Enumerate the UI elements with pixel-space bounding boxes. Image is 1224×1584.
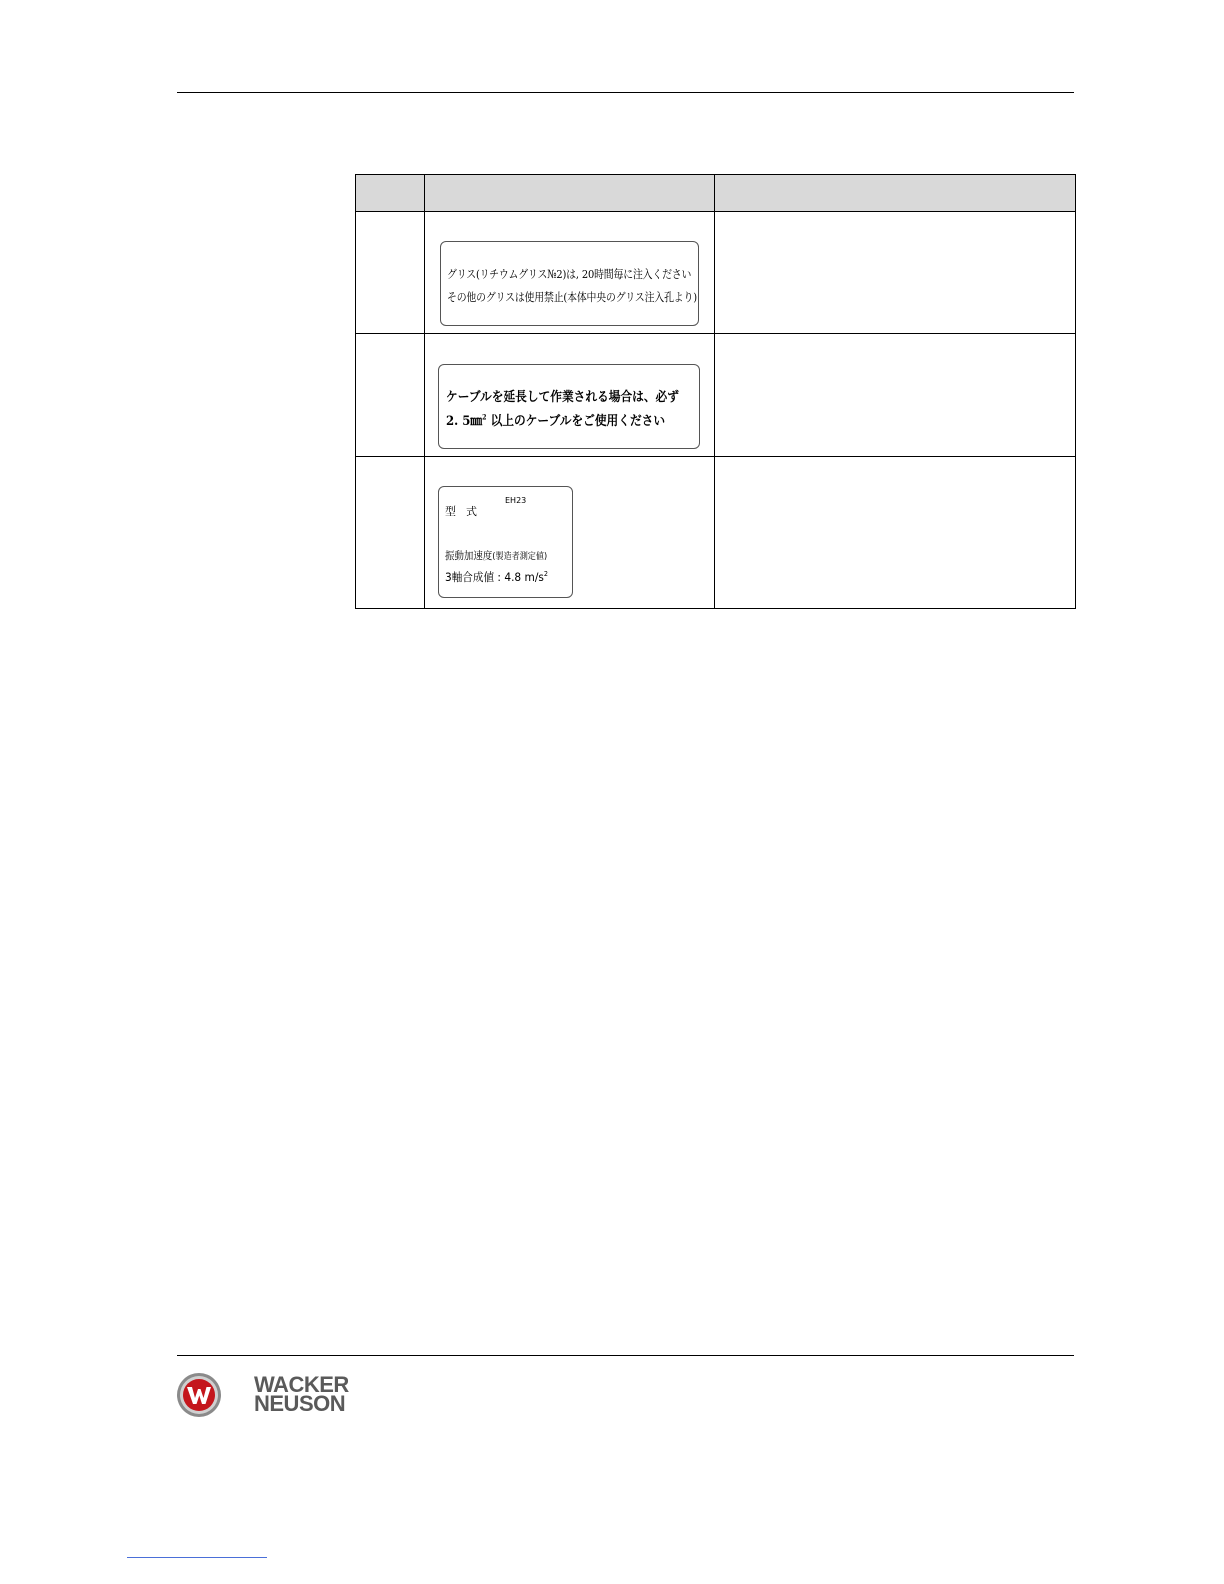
- table-header-row: [356, 175, 1076, 212]
- acceleration-label: 振動加速度(製造者測定値): [445, 550, 548, 562]
- grease-decal-line-1: グリス(リチウムグリス№2)は, 20時間毎に注入ください: [447, 267, 692, 281]
- label-cell: [425, 212, 715, 334]
- row-description: [715, 334, 1076, 457]
- wacker-neuson-logo: [176, 1372, 376, 1422]
- wacker-neuson-emblem-icon: [176, 1372, 222, 1418]
- header-rule: [177, 92, 1074, 93]
- label-cell: [425, 457, 715, 609]
- cable-size: 2. 5㎜: [446, 414, 483, 429]
- cable-size-exponent: 2: [482, 412, 487, 422]
- cable-decal-line-2: [446, 410, 665, 429]
- header-description: [715, 175, 1076, 212]
- logo-wordmark-line-2: NEUSON: [254, 1391, 346, 1416]
- cable-decal-line-2-text: 以上のケーブルをご使用ください: [486, 414, 666, 429]
- value-exponent: 2: [543, 570, 549, 579]
- model-number: EH23: [505, 496, 527, 505]
- label-table: [355, 174, 1076, 609]
- row-number: [356, 334, 425, 457]
- table-row: [356, 334, 1076, 457]
- logo-wordmark-line-1: WACKER: [254, 1372, 349, 1397]
- row-description: [715, 457, 1076, 609]
- table-row: [356, 457, 1076, 609]
- cable-decal: [438, 364, 700, 449]
- row-number: [356, 212, 425, 334]
- footer-rule: [177, 1355, 1074, 1356]
- header-label: [425, 175, 715, 212]
- grease-decal-line-2: その他のグリスは使用禁止(本体中央のグリス注入孔より): [447, 290, 697, 304]
- label-cell: [425, 334, 715, 457]
- vibration-decal: [438, 486, 573, 598]
- page-link-underline[interactable]: [127, 1557, 267, 1558]
- row-description: [715, 212, 1076, 334]
- cable-decal-line-1: ケーブルを延長して作業される場合は、必ず: [446, 390, 679, 405]
- acceleration-value: 3軸合成値 : 4.8 $m/s^2$: [445, 570, 549, 584]
- type-label: 型式: [445, 505, 487, 518]
- grease-decal: [440, 241, 699, 326]
- table-row: [356, 212, 1076, 334]
- row-number: [356, 457, 425, 609]
- acceleration-note: (製造者測定値): [492, 552, 548, 562]
- header-number: [356, 175, 425, 212]
